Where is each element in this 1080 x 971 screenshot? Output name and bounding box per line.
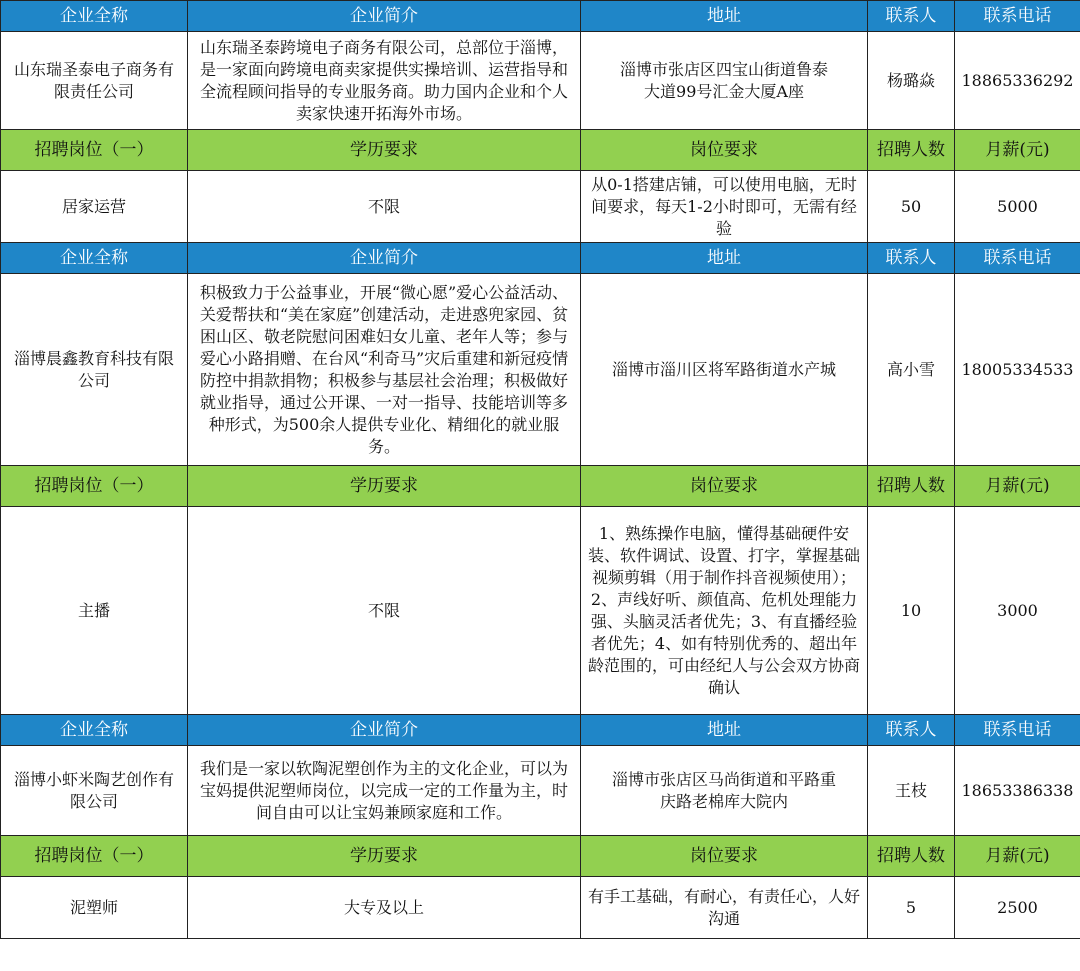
header-position: 招聘岗位（一） (1, 836, 188, 877)
header-count: 招聘人数 (868, 836, 955, 877)
header-education: 学历要求 (188, 836, 581, 877)
job-position: 泥塑师 (1, 877, 188, 939)
job-education: 不限 (188, 507, 581, 715)
company-row (1, 746, 1080, 836)
job-row (1, 507, 1080, 715)
company-address: 淄博市张店区马尚街道和平路重庆路老棉库大院内 (581, 746, 868, 836)
company-contact: 杨璐焱 (868, 32, 955, 130)
company-phone: 18653386338 (955, 746, 1080, 836)
job-row (1, 877, 1080, 939)
header-requirements: 岗位要求 (581, 836, 868, 877)
company-name: 淄博晨鑫教育科技有限公司 (1, 274, 188, 466)
company-name: 山东瑞圣泰电子商务有限责任公司 (1, 32, 188, 130)
company-phone: 18005334533 (955, 274, 1080, 466)
company-intro: 山东瑞圣泰跨境电子商务有限公司，总部位于淄博，是一家面向跨境电商卖家提供实操培训、运营指导和全流程顾问指导的专业服务商。助力国内企业和个人卖家快速开拓海外市场。 (188, 32, 581, 130)
job-header-row (1, 130, 1080, 171)
header-address: 地址 (581, 1, 868, 32)
header-phone: 联系电话 (955, 243, 1080, 274)
header-salary: 月薪(元) (955, 130, 1080, 171)
company-row (1, 274, 1080, 466)
job-header-row (1, 466, 1080, 507)
header-education: 学历要求 (188, 130, 581, 171)
company-intro: 积极致力于公益事业，开展“微心愿”爱心公益活动、关爱帮扶和“美在家庭”创建活动，走进惑兜家园、贫困山区、敬老院慰问困难妇女儿童、老年人等；参与爱心小路捐赠、在台风“利奇马”灾后重建和新冠疫情防控中捐款捐物；积极参与基层社会治理；积极做好就业指导，通过公开课、一对一指导、技能培训等多种形式，为500余人提供专业化、精细化的就业服务。 (188, 274, 581, 466)
company-intro: 我们是一家以软陶泥塑创作为主的文化企业，可以为宝妈提供泥塑师岗位，以完成一定的工作量为主，时间自由可以让宝妈兼顾家庭和工作。 (188, 746, 581, 836)
company-contact: 王枝 (868, 746, 955, 836)
header-phone: 联系电话 (955, 715, 1080, 746)
job-salary: 2500 (955, 877, 1080, 939)
company-name: 淄博小虾米陶艺创作有限公司 (1, 746, 188, 836)
header-company-intro: 企业简介 (188, 715, 581, 746)
job-requirements: 有手工基础，有耐心，有责任心，人好沟通 (581, 877, 868, 939)
company-header-row (1, 1, 1080, 32)
job-count: 5 (868, 877, 955, 939)
header-address: 地址 (581, 715, 868, 746)
header-salary: 月薪(元) (955, 836, 1080, 877)
job-position: 居家运营 (1, 171, 188, 243)
header-education: 学历要求 (188, 466, 581, 507)
header-requirements: 岗位要求 (581, 466, 868, 507)
job-education: 不限 (188, 171, 581, 243)
company-address: 淄博市淄川区将军路街道水产城 (581, 274, 868, 466)
company-row (1, 32, 1080, 130)
header-address: 地址 (581, 243, 868, 274)
header-phone: 联系电话 (955, 1, 1080, 32)
header-count: 招聘人数 (868, 130, 955, 171)
header-contact: 联系人 (868, 243, 955, 274)
header-company-intro: 企业简介 (188, 1, 581, 32)
header-contact: 联系人 (868, 1, 955, 32)
job-count: 50 (868, 171, 955, 243)
header-requirements: 岗位要求 (581, 130, 868, 171)
company-phone: 18865336292 (955, 32, 1080, 130)
header-company-intro: 企业简介 (188, 243, 581, 274)
job-salary: 3000 (955, 507, 1080, 715)
company-address: 淄博市张店区四宝山街道鲁泰大道99号汇金大厦A座 (581, 32, 868, 130)
job-row (1, 171, 1080, 243)
header-company-name: 企业全称 (1, 1, 188, 32)
company-contact: 高小雪 (868, 274, 955, 466)
company-header-row (1, 715, 1080, 746)
header-company-name: 企业全称 (1, 243, 188, 274)
header-position: 招聘岗位（一） (1, 130, 188, 171)
header-company-name: 企业全称 (1, 715, 188, 746)
header-count: 招聘人数 (868, 466, 955, 507)
job-education: 大专及以上 (188, 877, 581, 939)
header-position: 招聘岗位（一） (1, 466, 188, 507)
job-position: 主播 (1, 507, 188, 715)
company-header-row (1, 243, 1080, 274)
job-header-row (1, 836, 1080, 877)
header-salary: 月薪(元) (955, 466, 1080, 507)
job-requirements: 从0-1搭建店铺，可以使用电脑，无时间要求，每天1-2小时即可，无需有经验 (581, 171, 868, 243)
header-contact: 联系人 (868, 715, 955, 746)
job-salary: 5000 (955, 171, 1080, 243)
job-count: 10 (868, 507, 955, 715)
job-requirements: 1、熟练操作电脑，懂得基础硬件安装、软件调试、设置、打字，掌握基础视频剪辑（用于制作抖音视频使用）；2、声线好听、颜值高、危机处理能力强、头脑灵活者优先；3、有直播经验者优先；4、如有特别优秀的、超出年龄范围的，可由经纪人与公会双方协商确认 (581, 507, 868, 715)
